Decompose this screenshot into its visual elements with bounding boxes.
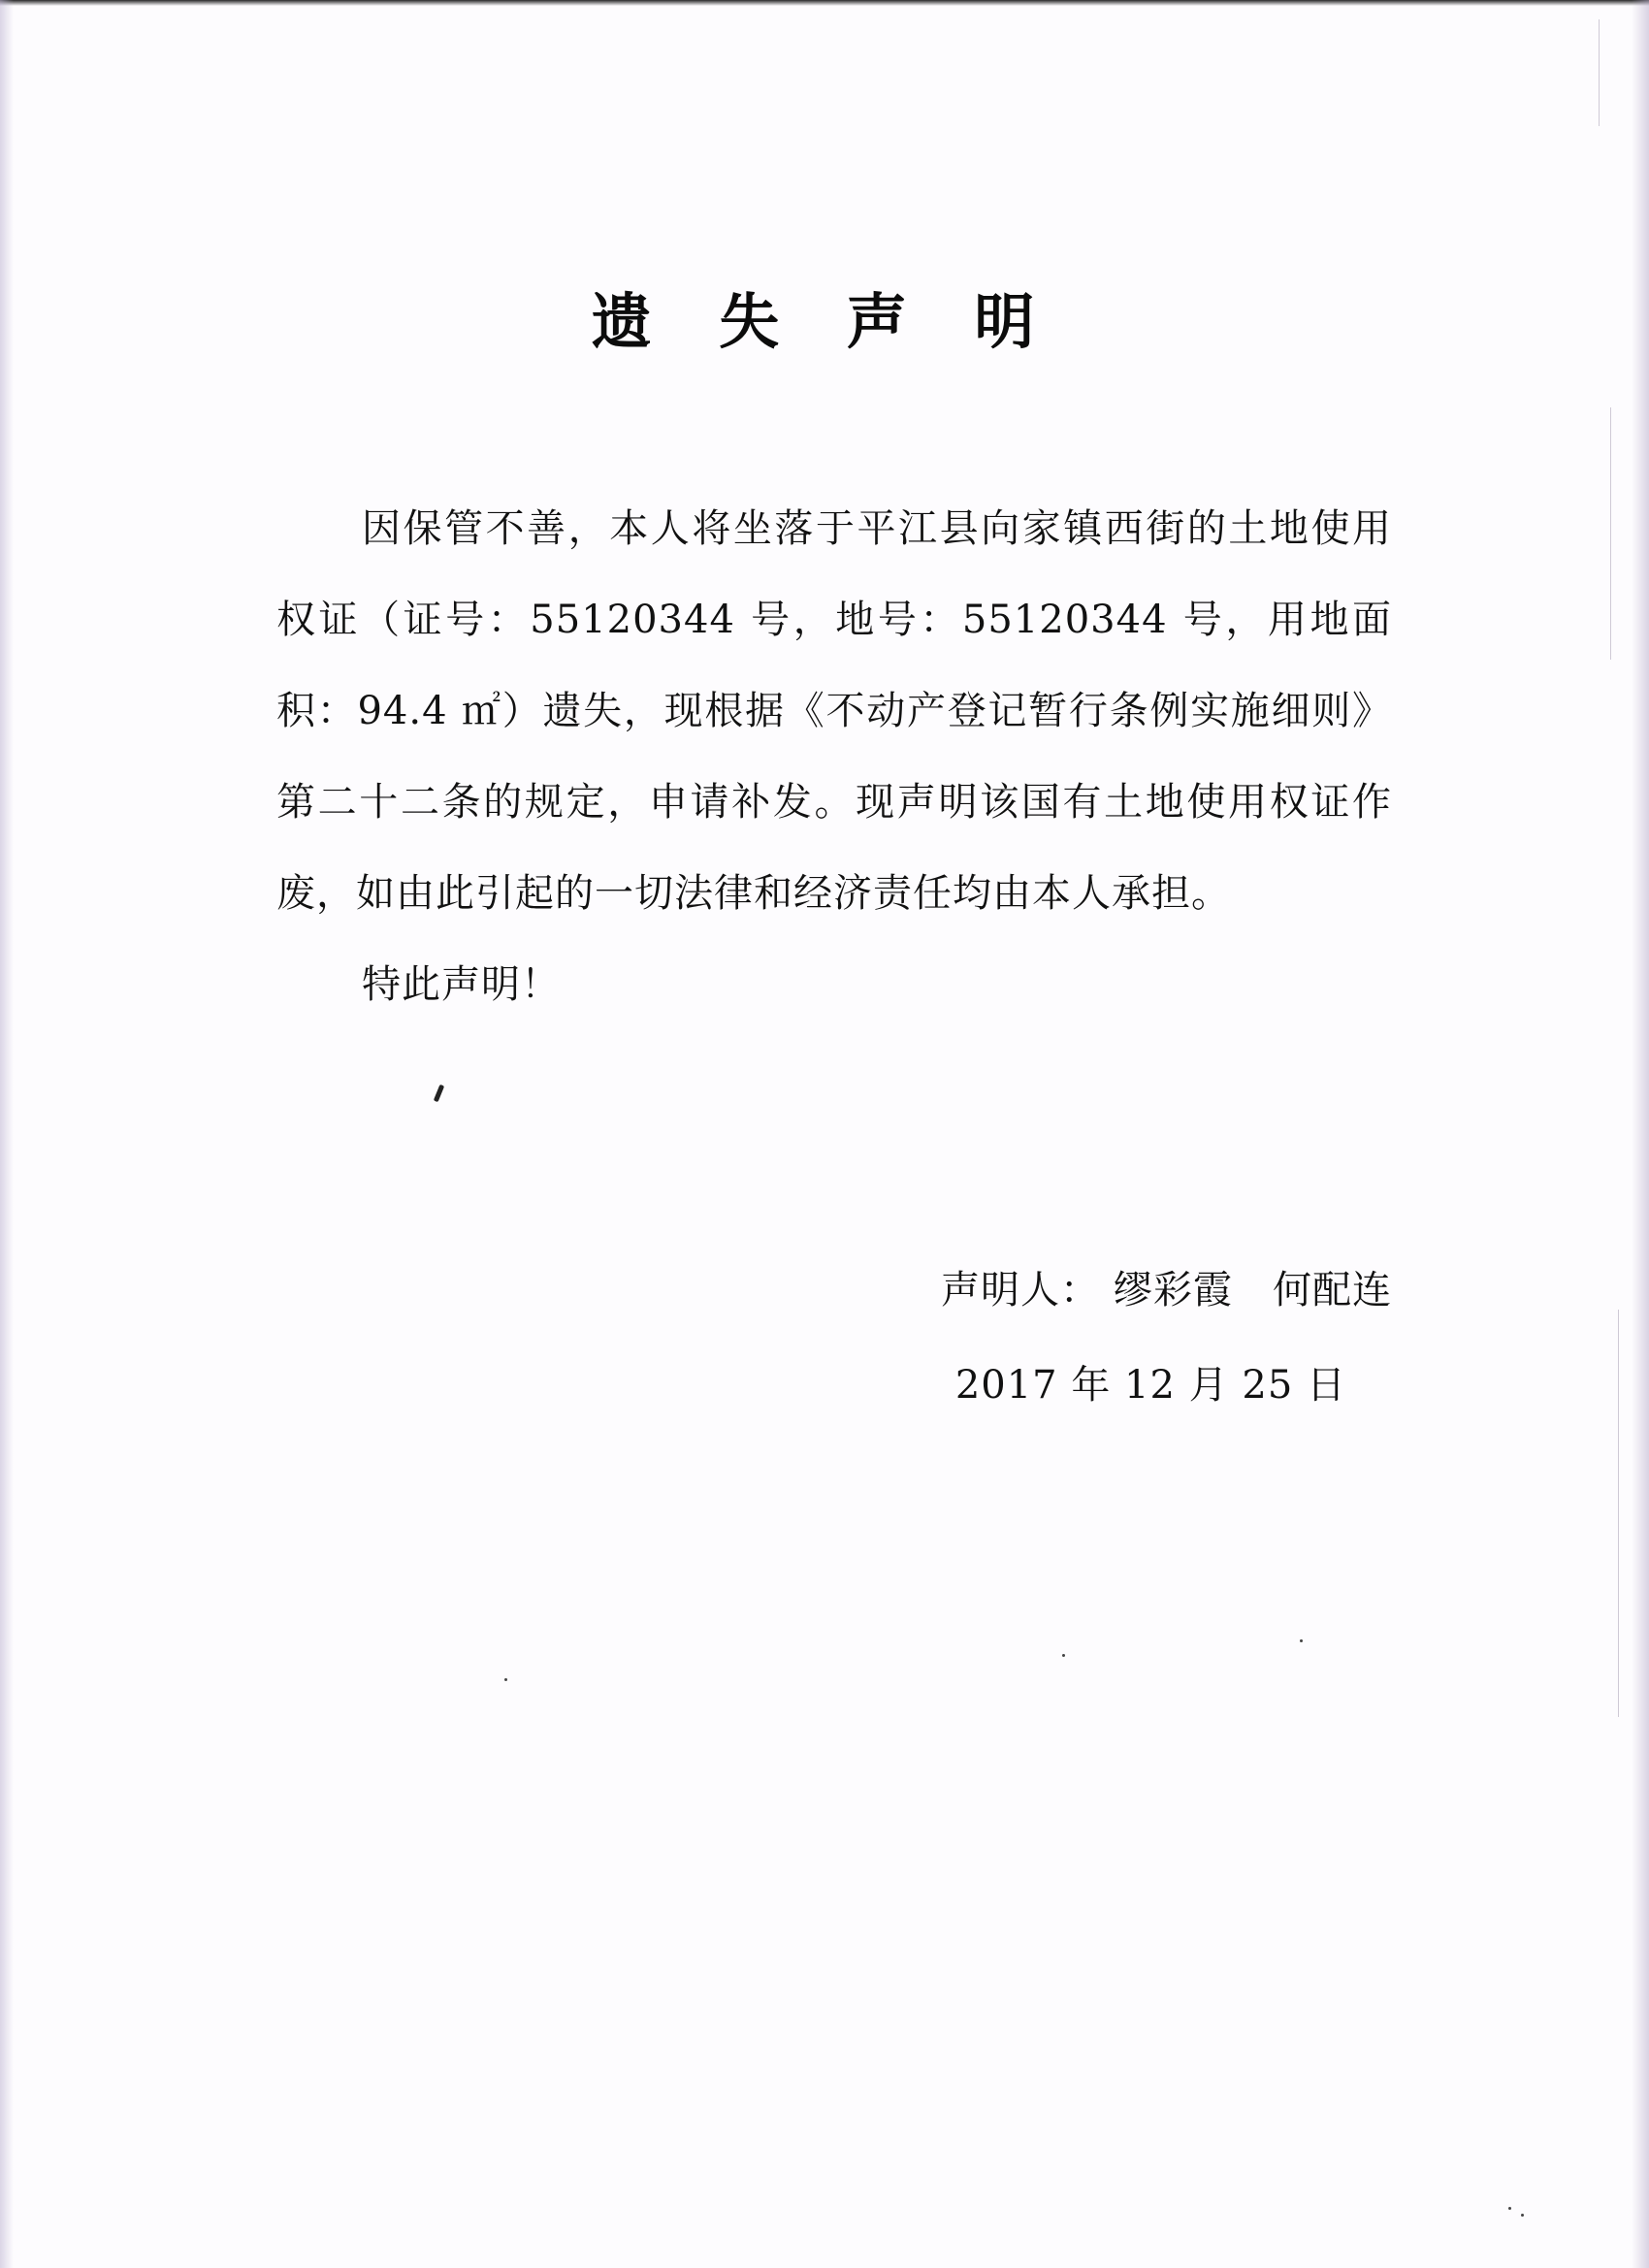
- stray-pen-mark: [434, 1085, 444, 1103]
- signature-names: 缪彩霞 何配连: [1114, 1268, 1392, 1312]
- scan-streak: [1599, 19, 1600, 126]
- scan-speck: [1521, 2214, 1524, 2217]
- scan-streak: [1618, 1310, 1619, 1717]
- main-paragraph: 因保管不善，本人将坐落于平江县向家镇西街的土地使用权证（证号：55120344 号，地号：55120344 号，用地面积：94.4 ㎡）遗失，现根据《不动产登记暂行条例实施细则》第二十二条的规定，申请补发。现声明该国有土地使用权证作废，如由此引起的一切法律和经济责任均由本人承担。: [276, 506, 1392, 916]
- scan-speck: [1300, 1639, 1303, 1642]
- document-body: [276, 483, 1392, 1030]
- document-date: 2017 年 12 月 25 日: [954, 1363, 1346, 1408]
- document-title: 遗 失 声 明: [591, 286, 1058, 357]
- scan-speck: [1062, 1654, 1065, 1657]
- scan-speck: [1508, 2207, 1511, 2210]
- scan-streak: [1610, 407, 1611, 660]
- closing-statement: 特此声明！: [362, 962, 561, 1007]
- scan-speck: [504, 1678, 507, 1681]
- scan-edge-top: [0, 0, 1649, 6]
- declarant-signature-line: [941, 1261, 1392, 1319]
- signature-label: 声明人：: [941, 1268, 1100, 1312]
